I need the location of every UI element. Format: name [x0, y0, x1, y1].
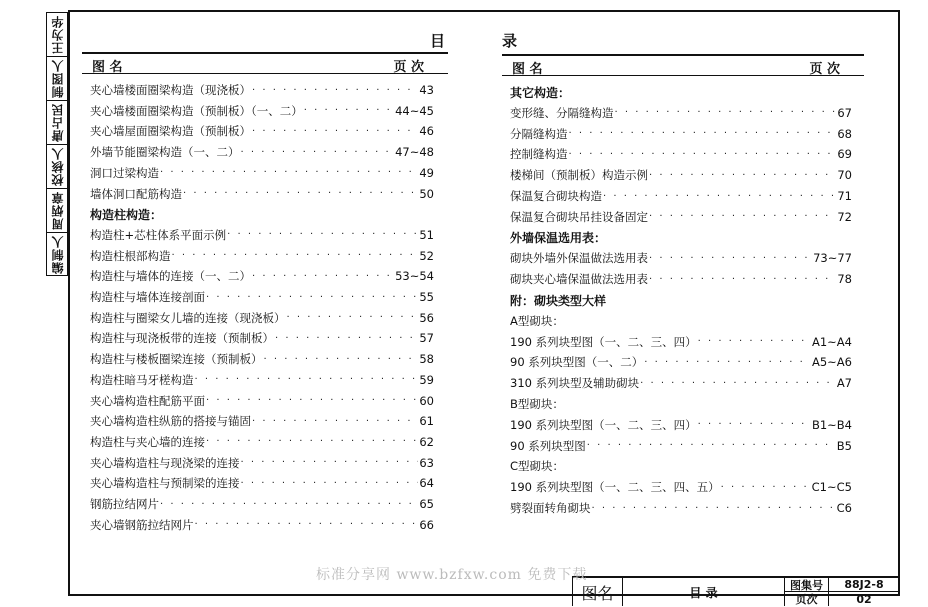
toc-entry-title: 构造柱暗马牙槎构造	[90, 372, 194, 387]
toc-entry	[90, 432, 434, 452]
toc-entry-page: B1~B4	[811, 417, 852, 432]
title-label: 图名	[572, 578, 622, 606]
toc-entry-page: 70	[837, 168, 852, 183]
toc-entry	[510, 477, 852, 497]
toc-entry-page: 55	[419, 290, 434, 304]
toc-entry	[510, 248, 852, 268]
toc-entry-title: 砌块外墙外保温做法选用表	[510, 251, 648, 266]
toc-entry-page: 78	[837, 272, 852, 287]
toc-entry-title: 构造柱与墙体的连接（一、二）	[90, 269, 251, 284]
header-name: 图 名	[512, 62, 543, 77]
toc-entry-title: 夹心墙构造柱纵筋的搭接与锚固	[90, 414, 251, 429]
toc-entry	[90, 266, 434, 286]
toc-entry-title: 保温复合砌块吊挂设备固定	[510, 209, 648, 224]
toc-entry-page: A5~A6	[811, 355, 852, 370]
toc-entry-page: 46	[419, 124, 434, 139]
dot-leader	[241, 147, 395, 158]
heading-left: 目	[430, 32, 446, 50]
dot-leader	[698, 419, 811, 430]
toc-entry	[510, 186, 852, 206]
toc-entry-title: 构造柱与楼板圈梁连接（预制板）	[90, 352, 263, 367]
toc-entry-page: A1~A4	[811, 334, 852, 349]
toc-entry-page: 60	[419, 393, 434, 408]
toc-entry-page: 52	[419, 248, 434, 263]
toc-subheading: C型砌块：	[510, 459, 565, 474]
toc-entry	[510, 415, 852, 435]
toc-entry	[90, 121, 434, 141]
toc-section-heading: 其它构造：	[510, 85, 571, 100]
toc-entry	[510, 436, 852, 456]
toc-entry	[90, 473, 434, 493]
toc-section-heading: 构造柱构造：	[90, 207, 163, 222]
toc-entry-title: 钢筋拉结网片	[90, 497, 159, 511]
toc-entry	[510, 498, 852, 518]
toc-entry-title: 保温复合砌块构造	[510, 189, 602, 203]
toc-entry	[510, 332, 852, 352]
dot-leader	[227, 229, 418, 240]
toc-entry-page: 43	[419, 83, 434, 97]
header-page: 页 次	[393, 60, 424, 75]
dot-leader	[160, 499, 418, 510]
title-meta	[784, 578, 900, 606]
toc-entry-page: 73~77	[813, 251, 852, 266]
toc-entry-title: 控制缝构造	[510, 147, 568, 162]
toc-entry-page: 47~48	[395, 145, 434, 160]
toc-entry-title: 190 系列块型图（一、二、三、四、五）	[510, 480, 720, 495]
dot-leader	[615, 107, 837, 118]
dot-leader	[649, 170, 836, 181]
toc-section-heading: 附：砌块类型大样	[510, 293, 607, 308]
dot-leader	[644, 357, 811, 368]
toc-section-heading: 外墙保温选用表：	[510, 231, 607, 246]
dot-leader	[721, 482, 811, 493]
toc-entry	[510, 144, 852, 164]
toc-entry-title: 劈裂面转角砌块	[510, 501, 591, 515]
title-value: 目 录	[622, 578, 784, 606]
sidebar-cell: 周炳章	[47, 189, 67, 233]
dot-leader	[603, 191, 836, 202]
toc-entry-title: 构造柱+芯柱体系平面示例	[90, 227, 227, 242]
toc-entry	[90, 515, 434, 535]
dot-leader	[304, 105, 394, 116]
toc-entry	[90, 287, 434, 307]
toc-entry-page: 53~54	[395, 269, 434, 284]
toc-entry	[90, 184, 434, 204]
dot-leader	[206, 292, 418, 303]
dot-leader	[569, 149, 837, 160]
toc-entry-title: 90 系列块型图（一、二）	[510, 355, 644, 370]
dot-leader	[241, 457, 419, 468]
atlas-label: 图集号	[785, 578, 829, 592]
dot-leader	[206, 395, 418, 406]
toc-entry-title: 构造柱与圈梁女儿墙的连接（现浇板）	[90, 310, 286, 325]
dot-leader	[252, 126, 418, 137]
table-header-left	[82, 52, 448, 74]
toc-entry	[510, 124, 852, 144]
toc-entry	[90, 411, 434, 431]
toc-entry-title: 夹心墙构造柱与预制梁的连接	[90, 476, 240, 491]
dot-leader	[160, 167, 418, 178]
toc-entry-title: 砌块夹心墙保温做法选用表	[510, 272, 648, 287]
toc-entry-title: 夹心墙构造柱与现浇梁的连接	[90, 455, 240, 470]
toc-entry-page: 50	[419, 186, 434, 201]
toc-entry-page: B5	[836, 438, 852, 453]
toc-entry-page: 66	[419, 517, 434, 532]
toc-subheading: B型砌块：	[510, 397, 564, 411]
toc-entry	[90, 101, 434, 121]
toc-entry-page: 68	[837, 126, 852, 141]
dot-leader	[640, 378, 836, 389]
dot-leader	[241, 478, 419, 489]
toc-entry-title: 构造柱与现浇板带的连接（预制板）	[90, 331, 274, 346]
toc-entry-page: 63	[419, 455, 434, 470]
toc-entry-page: 67	[837, 105, 852, 120]
toc-entry-page: 62	[419, 434, 434, 449]
toc-entry	[90, 453, 434, 473]
toc-entry-title: 夹心墙楼面圈梁构造（现浇板）	[90, 83, 251, 97]
sidebar-cell: 编制人	[50, 234, 65, 274]
toc-entry-title: 墙体洞口配筋构造	[90, 186, 182, 201]
toc-entry-title: 洞口过梁构造	[90, 165, 159, 180]
toc-entry-page: 59	[419, 372, 434, 387]
toc-entry-page: A7	[836, 376, 852, 391]
toc-entry-title: 楼梯间（预制板）构造示例	[510, 168, 648, 183]
toc-entry	[510, 269, 852, 289]
table-header-right	[502, 54, 864, 76]
toc-entry-title: 夹心墙屋面圈梁构造（预制板）	[90, 124, 251, 139]
drawing-sheet	[20, 6, 904, 606]
toc-entry	[510, 352, 852, 372]
toc-entry-title: 夹心墙构造柱配筋平面	[90, 393, 205, 408]
header-page: 页 次	[809, 62, 840, 77]
toc-entry-title: 310 系列块型及辅助砌块	[510, 376, 640, 391]
dot-leader	[252, 85, 418, 96]
dot-leader	[649, 253, 812, 264]
toc-entry-page: 65	[419, 497, 434, 511]
toc-entry-title: 分隔缝构造	[510, 126, 568, 141]
dot-leader	[569, 128, 837, 139]
dot-leader	[264, 354, 419, 365]
signature-strip	[46, 12, 68, 276]
sidebar-cell: 制图人	[47, 57, 67, 101]
dot-leader	[206, 436, 418, 447]
toc-entry-title: 190 系列块型图（一、二、三、四）	[510, 417, 697, 432]
dot-leader	[649, 211, 836, 222]
dot-leader	[587, 440, 836, 451]
dot-leader	[183, 188, 418, 199]
toc-entry-page: C6	[836, 501, 852, 515]
toc-entry-title: 190 系列块型图（一、二、三、四）	[510, 334, 697, 349]
toc-entry	[510, 165, 852, 185]
toc-entry	[90, 370, 434, 390]
toc-entry-page: 44~45	[395, 103, 434, 118]
watermark: 标准分享网 www.bzfxw.com 免费下载	[316, 567, 588, 583]
dot-leader	[649, 274, 836, 285]
toc-entry-title: 构造柱与墙体连接剖面	[90, 290, 205, 304]
toc-entry-page: 72	[837, 209, 852, 224]
title-block	[572, 576, 900, 606]
dot-leader	[172, 250, 419, 261]
toc-entry-page: 49	[419, 165, 434, 180]
toc-entry-title: 变形缝、分隔缝构造	[510, 105, 614, 120]
dot-leader	[592, 503, 836, 514]
toc-entry-title: 构造柱根部构造	[90, 248, 171, 263]
toc-entry-page: 64	[419, 476, 434, 491]
toc-entry-title: 夹心墙钢筋拉结网片	[90, 517, 194, 532]
toc-entry-page: 57	[419, 331, 434, 346]
toc-entry	[90, 391, 434, 411]
toc-entry-title: 构造柱与夹心墙的连接	[90, 434, 205, 449]
dot-leader	[275, 333, 418, 344]
heading-right: 录	[502, 32, 518, 50]
dot-leader	[195, 519, 419, 530]
toc-entry	[90, 494, 434, 514]
toc-entry-page: 61	[419, 414, 434, 429]
toc-entry-page: 71	[837, 189, 852, 203]
toc-entry	[90, 225, 434, 245]
toc-entry-page: 69	[837, 147, 852, 162]
toc-entry-page: 56	[419, 310, 434, 325]
toc-entry	[90, 163, 434, 183]
dot-leader	[252, 416, 418, 427]
toc-entry-title: 外墙节能圈梁构造（一、二）	[90, 145, 240, 160]
dot-leader	[287, 312, 419, 323]
toc-entry-title: 夹心墙楼面圈梁构造（预制板）（一、二）	[90, 103, 303, 118]
dot-leader	[195, 374, 419, 385]
toc-entry	[90, 308, 434, 328]
toc-entry-page: 51	[419, 227, 434, 242]
page-label: 页次	[785, 592, 829, 606]
toc-entry	[90, 246, 434, 266]
sidebar-cell: 王为华	[47, 13, 67, 57]
dot-leader	[252, 271, 394, 282]
toc-entry	[510, 207, 852, 227]
toc-entry	[90, 80, 434, 100]
toc-subheading: A型砌块：	[510, 313, 564, 328]
sidebar-cell: 校核人	[47, 145, 67, 189]
toc-entry	[510, 373, 852, 393]
sidebar-cell: 唐占民	[47, 101, 67, 145]
toc-entry	[90, 349, 434, 369]
dot-leader	[698, 336, 811, 347]
toc-entry-title: 90 系列块型图	[510, 438, 586, 453]
toc-entry-page: 58	[419, 352, 434, 367]
page-value: 02	[856, 592, 872, 606]
toc-entry-page: C1~C5	[811, 480, 852, 495]
atlas-value: 88J2-8	[829, 578, 899, 592]
toc-entry	[510, 103, 852, 123]
toc-entry	[90, 142, 434, 162]
toc-entry	[90, 328, 434, 348]
header-name: 图 名	[92, 60, 123, 75]
